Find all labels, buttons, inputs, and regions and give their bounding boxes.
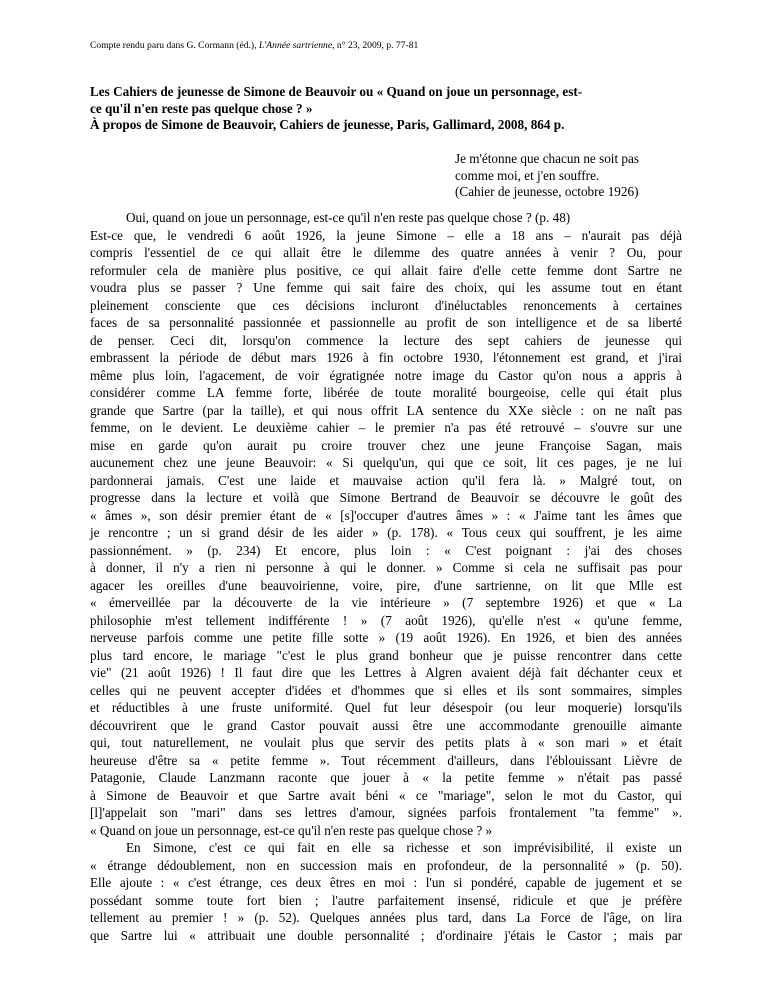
epigraph-line-3: (Cahier de jeunesse, octobre 1926): [455, 184, 639, 199]
body-line: même plus loin, l'agacement, de voir égratignée notre image du Castor qu'on nous a appris à: [90, 367, 682, 383]
epigraph-line-2: comme moi, et j'en souffre.: [455, 167, 600, 183]
body-line: Elle ajoute : « c'est étrange, ces deux êtres en moi : l'un si pondéré, capable de jugement et se: [90, 875, 682, 890]
article-body: [90, 209, 682, 944]
body-line: femme, on le devient. Le deuxième cahier – le premier n'a pas été retrouvé – s'ouvre sur une: [90, 420, 682, 435]
body-line: heureuse d'être sa « petite femme ». Tout récemment d'ailleurs, dans l'éblouissant Lièvre de: [90, 752, 682, 768]
body-line: et réductibles à une fruste uniformité. Quel fut leur désespoir (ou leur moquerie) lorsqu'ils: [90, 700, 682, 715]
body-line: « Quand on joue un personnage, est-ce qu'il n'en reste pas quelque chose ? »: [90, 822, 493, 838]
body-line: En Simone, c'est ce qui fait en elle sa richesse et son imprévisibilité, il existe un: [126, 840, 682, 855]
page-header: [90, 40, 710, 52]
article-title: [90, 84, 690, 134]
body-line: passionnément. » (p. 234) Et encore, plus loin : « C'est poignant : j'ai des choses: [90, 542, 682, 558]
body-line: voudra plus se passer ? Une femme qui sait faire des choix, qui les assume tout en étant: [90, 280, 682, 295]
body-line: de penser. Ceci dit, lorsqu'on commence la lecture des sept cahiers de jeunesse qui: [90, 332, 682, 348]
body-line: compris l'essentiel de ce qui allait être le dilemme des quatre années à venir ? Ou, pour: [90, 245, 682, 260]
body-line: Oui, quand on joue un personnage, est-ce qu'il n'en reste pas quelque chose ? (p. 48): [126, 210, 571, 225]
body-line: reformuler cela de manière plus positive, ce qui allait faire d'elle cette femme dont Sartre ne: [90, 262, 682, 278]
body-line: je rencontre ; un si grand désir de les aider » (p. 178). « Tous ceux qui souffrent, je les aime: [90, 525, 682, 540]
body-line: mise en garde qu'on aurait pu croire trouver chez une jeune Françoise Sagan, mais: [90, 437, 682, 453]
body-line: à donner, il n'y a rien ni personne à qui le donner. » Comme si cela ne suffisait pas pour: [90, 560, 682, 575]
title-line-1: Les Cahiers de jeunesse de Simone de Beauvoir ou « Quand on joue un personnage, est-: [90, 84, 583, 99]
body-line: découvrirent que le grand Castor pouvait aussi être une accommodante grenouille aimante: [90, 717, 682, 733]
body-line: considérer comme LA femme forte, libérée de toute moralité bourgeoise, celle qui était plus: [90, 385, 682, 400]
body-line: celles qui ne peuvent accepter d'idées et d'hommes que si elles et ils sont sommaires, simples: [90, 682, 682, 698]
epigraph: [455, 151, 715, 201]
body-line: grande que Sartre (par la taille), et qui nous offrit LA sentence du XXe siècle : on ne naît pas: [90, 402, 682, 418]
body-line: qui, tout naturellement, ne voulait plus que servir des petits plats à « son mari » et était: [90, 735, 682, 750]
body-line: « étrange dédoublement, non en succession mais en profondeur, de la personnalité » (p. 50).: [90, 857, 682, 873]
body-line: à Simone de Beauvoir et que Sartre avait béni « ce "mariage", selon le mot du Castor, qui: [90, 787, 682, 803]
body-line: faces de sa personnalité passionnée et passionnelle au profit de son intelligence et de sa liberté: [90, 315, 682, 330]
title-line-3: À propos de Simone de Beauvoir, Cahiers de jeunesse, Paris, Gallimard, 2008, 864 p.: [90, 117, 565, 132]
body-line: progresse dans la lecture et voilà que Simone Bertrand de Beauvoir se découvre le goût des: [90, 490, 682, 505]
body-line: pleinement consciente que ces décisions incluront d'inéluctables renoncements à certaines: [90, 297, 682, 313]
body-line: tellement au premier ! » (p. 52). Quelques années plus tard, dans La Force de l'âge, on lira: [90, 910, 682, 925]
body-line: que Sartre lui « attribuait une double personnalité ; d'ordinaire j'étais le Castor ; mais par: [90, 927, 682, 943]
body-line: « émerveillée par la découverte de la vie intérieure » (7 septembre 1926) et que « La: [90, 595, 682, 610]
title-line-2: ce qu'il n'en reste pas quelque chose ? »: [90, 100, 313, 116]
body-line: agacer les oreilles d'une beauvoirienne, voire, pire, d'une sartrienne, on lit que Mlle est: [90, 577, 682, 593]
body-line: aucunement chez une jeune Beauvoir: « Si quelqu'un, qui que ce soit, lit ces pages, je ne lui: [90, 455, 682, 470]
epigraph-line-1: Je m'étonne que chacun ne soit pas: [455, 151, 640, 166]
body-line: Est-ce que, le vendredi 6 août 1926, la jeune Simone – elle a 18 ans – n'aurait pas déjà: [90, 227, 682, 243]
body-line: pardonnerai jamais. C'est une laide et mauvaise action qu'il fera là. » Malgré tout, on: [90, 472, 682, 488]
header-prefix: Compte rendu paru dans G. Cormann (éd.),: [90, 40, 259, 51]
body-line: plus tard encore, le mariage "c'est le plus grand bonheur que je puisse rencontrer dans cette: [90, 647, 682, 663]
body-line: vie" (21 août 1926) ! Il faut dire que les Lettres à Algren avaient déjà fait déchanter ceux et: [90, 665, 682, 680]
body-line: « âmes », son désir premier étant de « [s]'occuper d'autres âmes » : « J'aime tant les âmes que: [90, 507, 682, 523]
body-line: [l]'appelait son "mari" dans ses lettres d'amour, signées parfois frontalement "ta femme" ».: [90, 805, 682, 820]
journal-name: L'Année sartrienne: [258, 40, 333, 51]
body-line: philosophie m'est tellement indifférente ! » (7 août 1926), qu'elle n'est « qu'une femme,: [90, 612, 682, 628]
body-line: embrassent la période de début mars 1926 à fin octobre 1930, l'étonnement est grand, et j'irai: [90, 350, 682, 365]
body-line: nerveuse parfois comme une petite fille sotte » (19 août 1926). En 1926, et bien des années: [90, 630, 682, 645]
body-line: Patagonie, Claude Lanzmann raconte que jouer à « la petite femme » n'était pas passé: [90, 770, 682, 785]
body-line: possédant somme toute fort bien ; l'autre parfaitement insensé, ridicule et que je préfère: [90, 892, 682, 908]
header-suffix: , n° 23, 2009, p. 77-81: [332, 40, 419, 51]
